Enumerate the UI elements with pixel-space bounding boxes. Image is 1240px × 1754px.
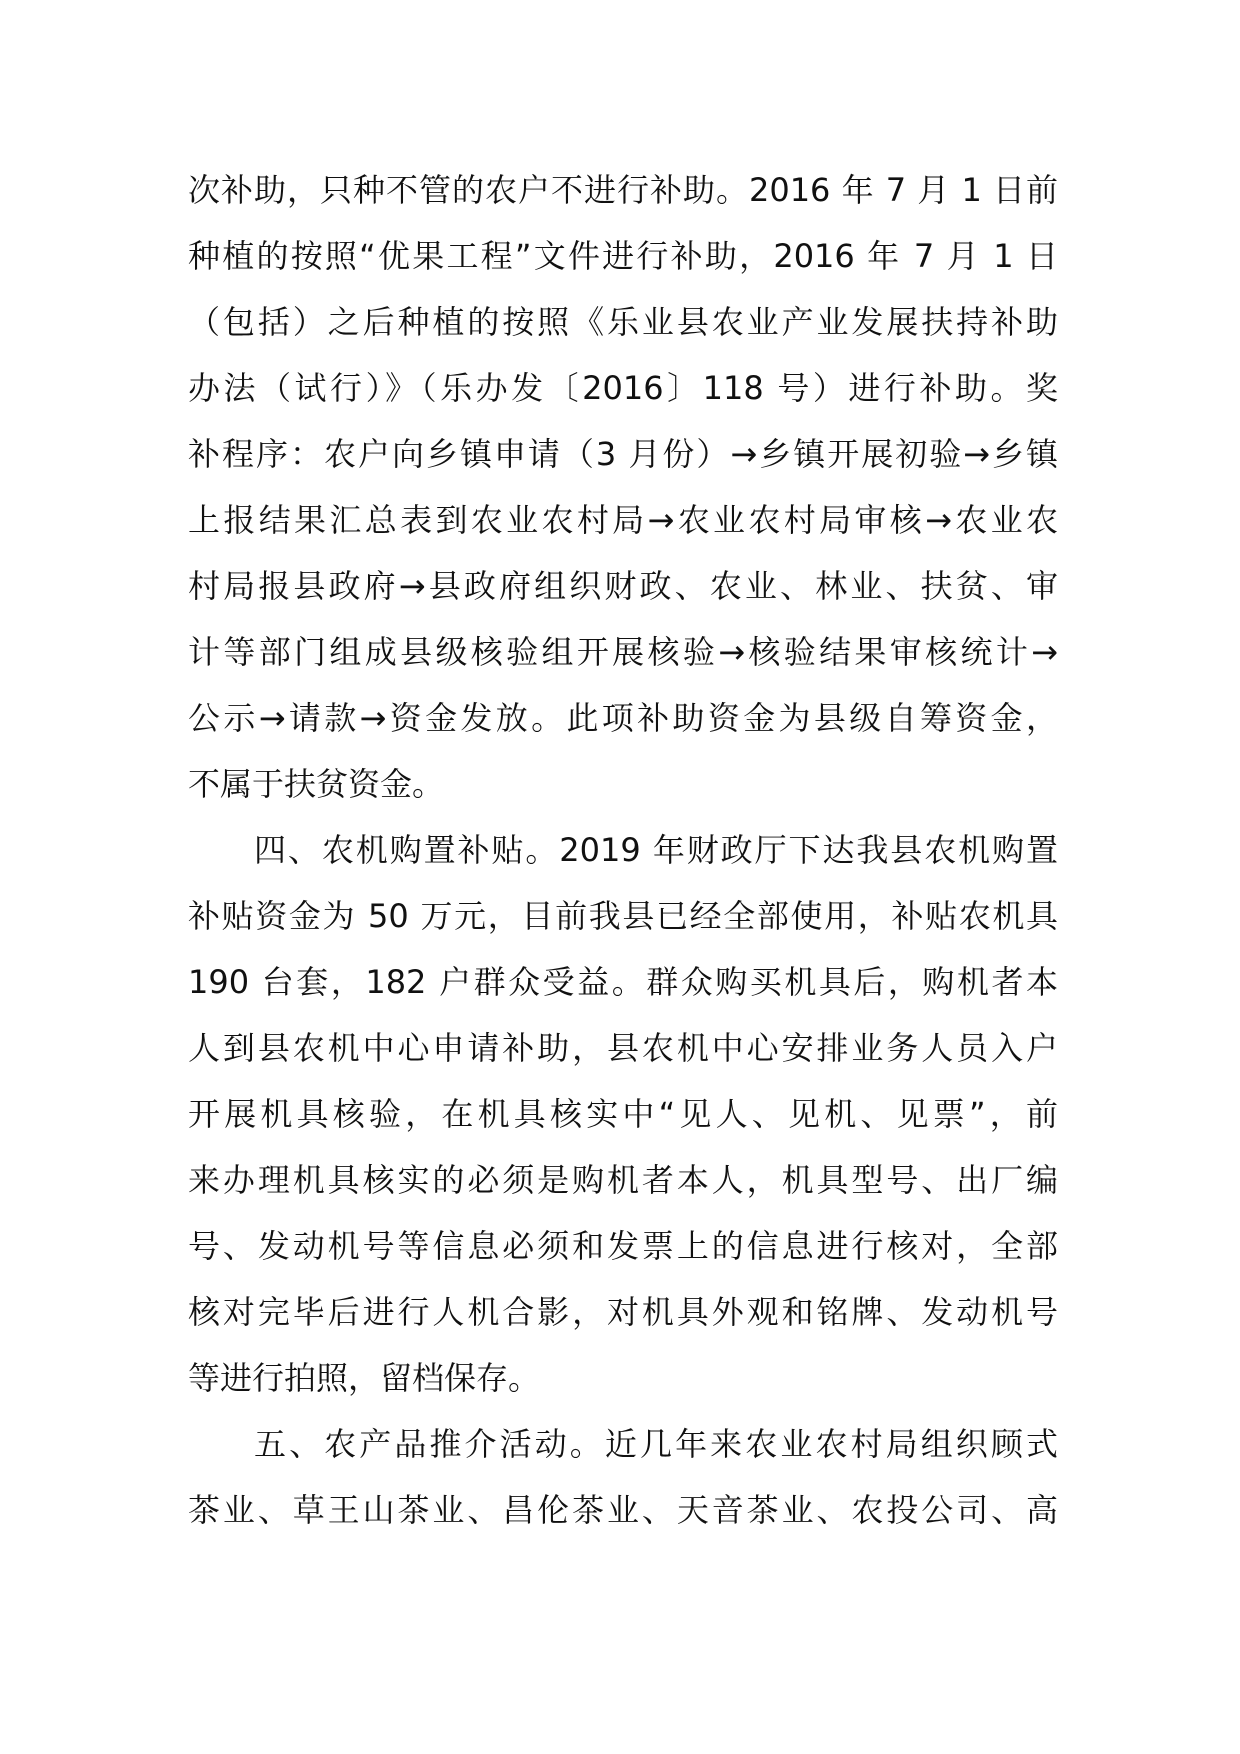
text-line: 号、发动机号等信息必须和发票上的信息进行核对，全部 bbox=[188, 1227, 1058, 1265]
text-line: 等进行拍照，留档保存。 bbox=[188, 1359, 541, 1397]
text-line: 办法（试行）》（乐办发〔2016〕118 号）进行补助。奖 bbox=[188, 369, 1058, 407]
text-line: 公示→请款→资金发放。此项补助资金为县级自筹资金， bbox=[188, 699, 1058, 737]
text-line: 不属于扶贫资金。 bbox=[188, 765, 445, 803]
text-line: 计等部门组成县级核验组开展核验→核验结果审核统计→ bbox=[188, 633, 1058, 671]
text-line: 四、农机购置补贴。2019 年财政厅下达我县农机购置 bbox=[254, 831, 1058, 869]
text-line: 上报结果汇总表到农业农村局→农业农村局审核→农业农 bbox=[188, 501, 1058, 539]
text-line: 村局报县政府→县政府组织财政、农业、林业、扶贫、审 bbox=[188, 567, 1058, 605]
text-line: 茶业、草王山茶业、昌伦茶业、天音茶业、农投公司、高 bbox=[188, 1491, 1058, 1529]
text-line: 190 台套，182 户群众受益。群众购买机具后，购机者本 bbox=[188, 963, 1058, 1001]
text-line: （包括）之后种植的按照《乐业县农业产业发展扶持补助 bbox=[188, 303, 1058, 341]
text-line: 核对完毕后进行人机合影，对机具外观和铭牌、发动机号 bbox=[188, 1293, 1058, 1331]
text-line: 人到县农机中心申请补助，县农机中心安排业务人员入户 bbox=[188, 1029, 1058, 1067]
text-line: 五、农产品推介活动。近几年来农业农村局组织顾式 bbox=[254, 1425, 1058, 1463]
paragraph-subsidy-procedure bbox=[188, 157, 1058, 817]
paragraph-product-promotion bbox=[188, 1411, 1058, 1543]
text-line: 开展机具核验，在机具核实中“见人、见机、见票”，前 bbox=[188, 1095, 1058, 1133]
text-line: 来办理机具核实的必须是购机者本人，机具型号、出厂编 bbox=[188, 1161, 1058, 1199]
document-body bbox=[188, 157, 1058, 1543]
text-line: 种植的按照“优果工程”文件进行补助，2016 年 7 月 1 日 bbox=[188, 237, 1058, 275]
paragraph-farm-machinery-subsidy bbox=[188, 817, 1058, 1411]
text-line: 补程序：农户向乡镇申请（3 月份）→乡镇开展初验→乡镇 bbox=[188, 435, 1058, 473]
text-line: 次补助，只种不管的农户不进行补助。2016 年 7 月 1 日前 bbox=[188, 171, 1058, 209]
text-line: 补贴资金为 50 万元，目前我县已经全部使用，补贴农机具 bbox=[188, 897, 1058, 935]
